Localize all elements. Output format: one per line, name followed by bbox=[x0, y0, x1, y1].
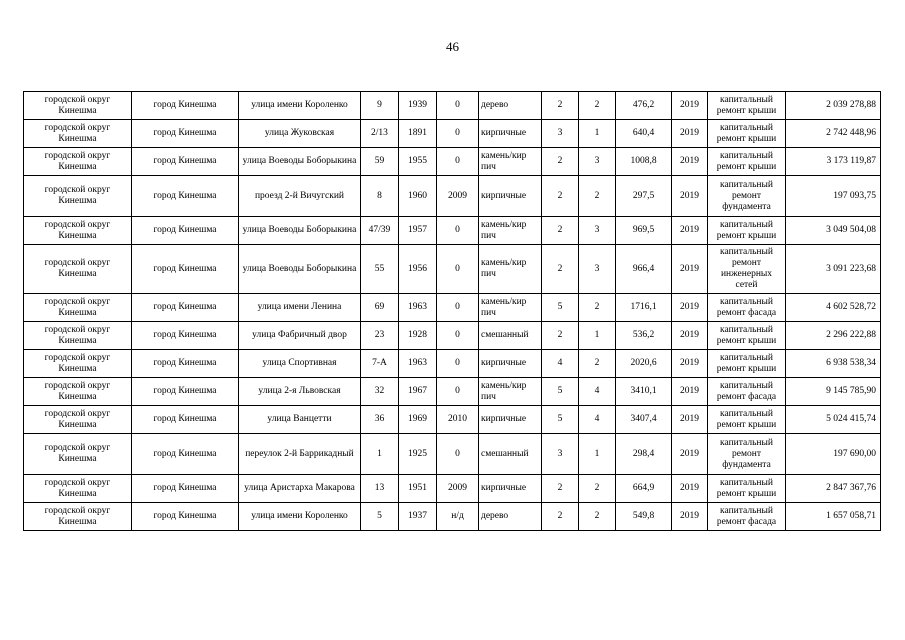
floors-cell: 3 bbox=[542, 434, 579, 475]
street-cell: улица Воеводы Боборыкина bbox=[239, 148, 361, 176]
municipality-cell: городской округ Кинешма bbox=[24, 245, 132, 294]
cost-cell: 3 173 119,87 bbox=[786, 148, 881, 176]
floors-cell: 2 bbox=[542, 217, 579, 245]
table-row bbox=[24, 92, 881, 120]
municipality-cell: городской округ Кинешма bbox=[24, 475, 132, 503]
renovation-year-cell: 0 bbox=[437, 378, 479, 406]
house-number-cell: 32 bbox=[361, 378, 399, 406]
house-number-cell: 59 bbox=[361, 148, 399, 176]
city-cell: город Кинешма bbox=[132, 294, 239, 322]
municipality-cell: городской округ Кинешма bbox=[24, 406, 132, 434]
renovation-year-cell: 0 bbox=[437, 434, 479, 475]
street-cell: улица 2-я Львовская bbox=[239, 378, 361, 406]
build-year-cell: 1928 bbox=[399, 322, 437, 350]
cost-cell: 2 296 222,88 bbox=[786, 322, 881, 350]
plan-year-cell: 2019 bbox=[672, 434, 708, 475]
house-number-cell: 7-А bbox=[361, 350, 399, 378]
floors-cell: 2 bbox=[542, 475, 579, 503]
area-cell: 1008,8 bbox=[616, 148, 672, 176]
house-number-cell: 9 bbox=[361, 92, 399, 120]
work-type-cell: капитальный ремонт крыши bbox=[708, 120, 786, 148]
city-cell: город Кинешма bbox=[132, 148, 239, 176]
city-cell: город Кинешма bbox=[132, 378, 239, 406]
build-year-cell: 1969 bbox=[399, 406, 437, 434]
municipality-cell: городской округ Кинешма bbox=[24, 92, 132, 120]
house-number-cell: 55 bbox=[361, 245, 399, 294]
plan-year-cell: 2019 bbox=[672, 148, 708, 176]
cost-cell: 5 024 415,74 bbox=[786, 406, 881, 434]
entrances-cell: 3 bbox=[579, 217, 616, 245]
floors-cell: 5 bbox=[542, 294, 579, 322]
area-cell: 969,5 bbox=[616, 217, 672, 245]
area-cell: 1716,1 bbox=[616, 294, 672, 322]
house-number-cell: 36 bbox=[361, 406, 399, 434]
plan-year-cell: 2019 bbox=[672, 378, 708, 406]
wall-material-cell: камень/кир пич bbox=[479, 378, 542, 406]
house-number-cell: 69 bbox=[361, 294, 399, 322]
work-type-cell: капитальный ремонт крыши bbox=[708, 217, 786, 245]
cost-cell: 3 091 223,68 bbox=[786, 245, 881, 294]
work-type-cell: капитальный ремонт крыши bbox=[708, 92, 786, 120]
build-year-cell: 1960 bbox=[399, 176, 437, 217]
entrances-cell: 2 bbox=[579, 350, 616, 378]
wall-material-cell: дерево bbox=[479, 503, 542, 531]
build-year-cell: 1955 bbox=[399, 148, 437, 176]
build-year-cell: 1963 bbox=[399, 294, 437, 322]
wall-material-cell: камень/кир пич bbox=[479, 294, 542, 322]
renovation-year-cell: н/д bbox=[437, 503, 479, 531]
street-cell: улица имени Короленко bbox=[239, 503, 361, 531]
plan-year-cell: 2019 bbox=[672, 406, 708, 434]
table-row bbox=[24, 176, 881, 217]
plan-year-cell: 2019 bbox=[672, 475, 708, 503]
house-number-cell: 47/39 bbox=[361, 217, 399, 245]
entrances-cell: 4 bbox=[579, 378, 616, 406]
municipality-cell: городской округ Кинешма bbox=[24, 322, 132, 350]
renovation-year-cell: 0 bbox=[437, 245, 479, 294]
table-row bbox=[24, 350, 881, 378]
cost-cell: 2 847 367,76 bbox=[786, 475, 881, 503]
wall-material-cell: камень/кир пич bbox=[479, 148, 542, 176]
entrances-cell: 2 bbox=[579, 503, 616, 531]
area-cell: 966,4 bbox=[616, 245, 672, 294]
build-year-cell: 1937 bbox=[399, 503, 437, 531]
entrances-cell: 3 bbox=[579, 148, 616, 176]
entrances-cell: 2 bbox=[579, 294, 616, 322]
city-cell: город Кинешма bbox=[132, 120, 239, 148]
floors-cell: 2 bbox=[542, 322, 579, 350]
wall-material-cell: смешанный bbox=[479, 434, 542, 475]
area-cell: 536,2 bbox=[616, 322, 672, 350]
street-cell: улица Спортивная bbox=[239, 350, 361, 378]
table-row bbox=[24, 434, 881, 475]
work-type-cell: капитальный ремонт крыши bbox=[708, 350, 786, 378]
cost-cell: 2 039 278,88 bbox=[786, 92, 881, 120]
area-cell: 298,4 bbox=[616, 434, 672, 475]
work-type-cell: капитальный ремонт крыши bbox=[708, 322, 786, 350]
table-row bbox=[24, 406, 881, 434]
city-cell: город Кинешма bbox=[132, 176, 239, 217]
renovation-year-cell: 0 bbox=[437, 350, 479, 378]
work-type-cell: капитальный ремонт крыши bbox=[708, 406, 786, 434]
plan-year-cell: 2019 bbox=[672, 217, 708, 245]
municipality-cell: городской округ Кинешма bbox=[24, 434, 132, 475]
area-cell: 297,5 bbox=[616, 176, 672, 217]
table-row bbox=[24, 245, 881, 294]
renovation-year-cell: 0 bbox=[437, 322, 479, 350]
wall-material-cell: камень/кир пич bbox=[479, 245, 542, 294]
build-year-cell: 1963 bbox=[399, 350, 437, 378]
build-year-cell: 1891 bbox=[399, 120, 437, 148]
cost-cell: 197 093,75 bbox=[786, 176, 881, 217]
work-type-cell: капитальный ремонт фасада bbox=[708, 378, 786, 406]
plan-year-cell: 2019 bbox=[672, 503, 708, 531]
plan-year-cell: 2019 bbox=[672, 294, 708, 322]
renovation-year-cell: 0 bbox=[437, 294, 479, 322]
municipality-cell: городской округ Кинешма bbox=[24, 294, 132, 322]
floors-cell: 2 bbox=[542, 245, 579, 294]
renovation-year-cell: 2010 bbox=[437, 406, 479, 434]
floors-cell: 2 bbox=[542, 92, 579, 120]
house-number-cell: 1 bbox=[361, 434, 399, 475]
street-cell: улица Аристарха Макарова bbox=[239, 475, 361, 503]
table-row bbox=[24, 378, 881, 406]
area-cell: 640,4 bbox=[616, 120, 672, 148]
entrances-cell: 1 bbox=[579, 120, 616, 148]
area-cell: 664,9 bbox=[616, 475, 672, 503]
wall-material-cell: кирпичные bbox=[479, 176, 542, 217]
municipality-cell: городской округ Кинешма bbox=[24, 120, 132, 148]
entrances-cell: 1 bbox=[579, 434, 616, 475]
plan-year-cell: 2019 bbox=[672, 92, 708, 120]
floors-cell: 3 bbox=[542, 120, 579, 148]
entrances-cell: 4 bbox=[579, 406, 616, 434]
wall-material-cell: кирпичные bbox=[479, 406, 542, 434]
street-cell: улица имени Ленина bbox=[239, 294, 361, 322]
plan-year-cell: 2019 bbox=[672, 120, 708, 148]
renovation-year-cell: 0 bbox=[437, 148, 479, 176]
city-cell: город Кинешма bbox=[132, 406, 239, 434]
house-number-cell: 23 bbox=[361, 322, 399, 350]
renovation-year-cell: 2009 bbox=[437, 475, 479, 503]
build-year-cell: 1967 bbox=[399, 378, 437, 406]
house-number-cell: 13 bbox=[361, 475, 399, 503]
housing-table bbox=[23, 91, 881, 531]
floors-cell: 2 bbox=[542, 503, 579, 531]
cost-cell: 6 938 538,34 bbox=[786, 350, 881, 378]
area-cell: 549,8 bbox=[616, 503, 672, 531]
table-row bbox=[24, 475, 881, 503]
page-number: 46 bbox=[446, 39, 459, 54]
city-cell: город Кинешма bbox=[132, 350, 239, 378]
house-number-cell: 8 bbox=[361, 176, 399, 217]
work-type-cell: капитальный ремонт крыши bbox=[708, 148, 786, 176]
street-cell: улица Ванцетти bbox=[239, 406, 361, 434]
build-year-cell: 1925 bbox=[399, 434, 437, 475]
wall-material-cell: смешанный bbox=[479, 322, 542, 350]
municipality-cell: городской округ Кинешма bbox=[24, 503, 132, 531]
build-year-cell: 1957 bbox=[399, 217, 437, 245]
municipality-cell: городской округ Кинешма bbox=[24, 217, 132, 245]
floors-cell: 5 bbox=[542, 378, 579, 406]
table-row bbox=[24, 503, 881, 531]
cost-cell: 4 602 528,72 bbox=[786, 294, 881, 322]
house-number-cell: 2/13 bbox=[361, 120, 399, 148]
city-cell: город Кинешма bbox=[132, 245, 239, 294]
city-cell: город Кинешма bbox=[132, 503, 239, 531]
wall-material-cell: кирпичные bbox=[479, 120, 542, 148]
area-cell: 3410,1 bbox=[616, 378, 672, 406]
table-row bbox=[24, 217, 881, 245]
cost-cell: 197 690,00 bbox=[786, 434, 881, 475]
table-row bbox=[24, 120, 881, 148]
entrances-cell: 2 bbox=[579, 176, 616, 217]
renovation-year-cell: 2009 bbox=[437, 176, 479, 217]
work-type-cell: капитальный ремонт фундамента bbox=[708, 434, 786, 475]
entrances-cell: 2 bbox=[579, 475, 616, 503]
work-type-cell: капитальный ремонт фундамента bbox=[708, 176, 786, 217]
city-cell: город Кинешма bbox=[132, 92, 239, 120]
municipality-cell: городской округ Кинешма bbox=[24, 350, 132, 378]
renovation-year-cell: 0 bbox=[437, 120, 479, 148]
municipality-cell: городской округ Кинешма bbox=[24, 378, 132, 406]
table-row bbox=[24, 322, 881, 350]
table-row bbox=[24, 294, 881, 322]
street-cell: улица Воеводы Боборыкина bbox=[239, 245, 361, 294]
plan-year-cell: 2019 bbox=[672, 322, 708, 350]
work-type-cell: капитальный ремонт инженерных сетей bbox=[708, 245, 786, 294]
municipality-cell: городской округ Кинешма bbox=[24, 148, 132, 176]
street-cell: улица Жуковская bbox=[239, 120, 361, 148]
city-cell: город Кинешма bbox=[132, 217, 239, 245]
plan-year-cell: 2019 bbox=[672, 350, 708, 378]
floors-cell: 5 bbox=[542, 406, 579, 434]
house-number-cell: 5 bbox=[361, 503, 399, 531]
renovation-year-cell: 0 bbox=[437, 217, 479, 245]
cost-cell: 1 657 058,71 bbox=[786, 503, 881, 531]
plan-year-cell: 2019 bbox=[672, 245, 708, 294]
wall-material-cell: камень/кир пич bbox=[479, 217, 542, 245]
floors-cell: 4 bbox=[542, 350, 579, 378]
wall-material-cell: дерево bbox=[479, 92, 542, 120]
area-cell: 2020,6 bbox=[616, 350, 672, 378]
municipality-cell: городской округ Кинешма bbox=[24, 176, 132, 217]
wall-material-cell: кирпичные bbox=[479, 350, 542, 378]
city-cell: город Кинешма bbox=[132, 434, 239, 475]
floors-cell: 2 bbox=[542, 148, 579, 176]
build-year-cell: 1956 bbox=[399, 245, 437, 294]
renovation-year-cell: 0 bbox=[437, 92, 479, 120]
city-cell: город Кинешма bbox=[132, 475, 239, 503]
build-year-cell: 1939 bbox=[399, 92, 437, 120]
floors-cell: 2 bbox=[542, 176, 579, 217]
entrances-cell: 3 bbox=[579, 245, 616, 294]
street-cell: улица Воеводы Боборыкина bbox=[239, 217, 361, 245]
street-cell: улица Фабричный двор bbox=[239, 322, 361, 350]
street-cell: переулок 2-й Баррикадный bbox=[239, 434, 361, 475]
work-type-cell: капитальный ремонт фасада bbox=[708, 503, 786, 531]
entrances-cell: 1 bbox=[579, 322, 616, 350]
build-year-cell: 1951 bbox=[399, 475, 437, 503]
cost-cell: 9 145 785,90 bbox=[786, 378, 881, 406]
street-cell: проезд 2-й Вичугский bbox=[239, 176, 361, 217]
plan-year-cell: 2019 bbox=[672, 176, 708, 217]
city-cell: город Кинешма bbox=[132, 322, 239, 350]
work-type-cell: капитальный ремонт фасада bbox=[708, 294, 786, 322]
area-cell: 476,2 bbox=[616, 92, 672, 120]
entrances-cell: 2 bbox=[579, 92, 616, 120]
table-row bbox=[24, 148, 881, 176]
cost-cell: 2 742 448,96 bbox=[786, 120, 881, 148]
area-cell: 3407,4 bbox=[616, 406, 672, 434]
work-type-cell: капитальный ремонт крыши bbox=[708, 475, 786, 503]
cost-cell: 3 049 504,08 bbox=[786, 217, 881, 245]
street-cell: улица имени Короленко bbox=[239, 92, 361, 120]
wall-material-cell: кирпичные bbox=[479, 475, 542, 503]
